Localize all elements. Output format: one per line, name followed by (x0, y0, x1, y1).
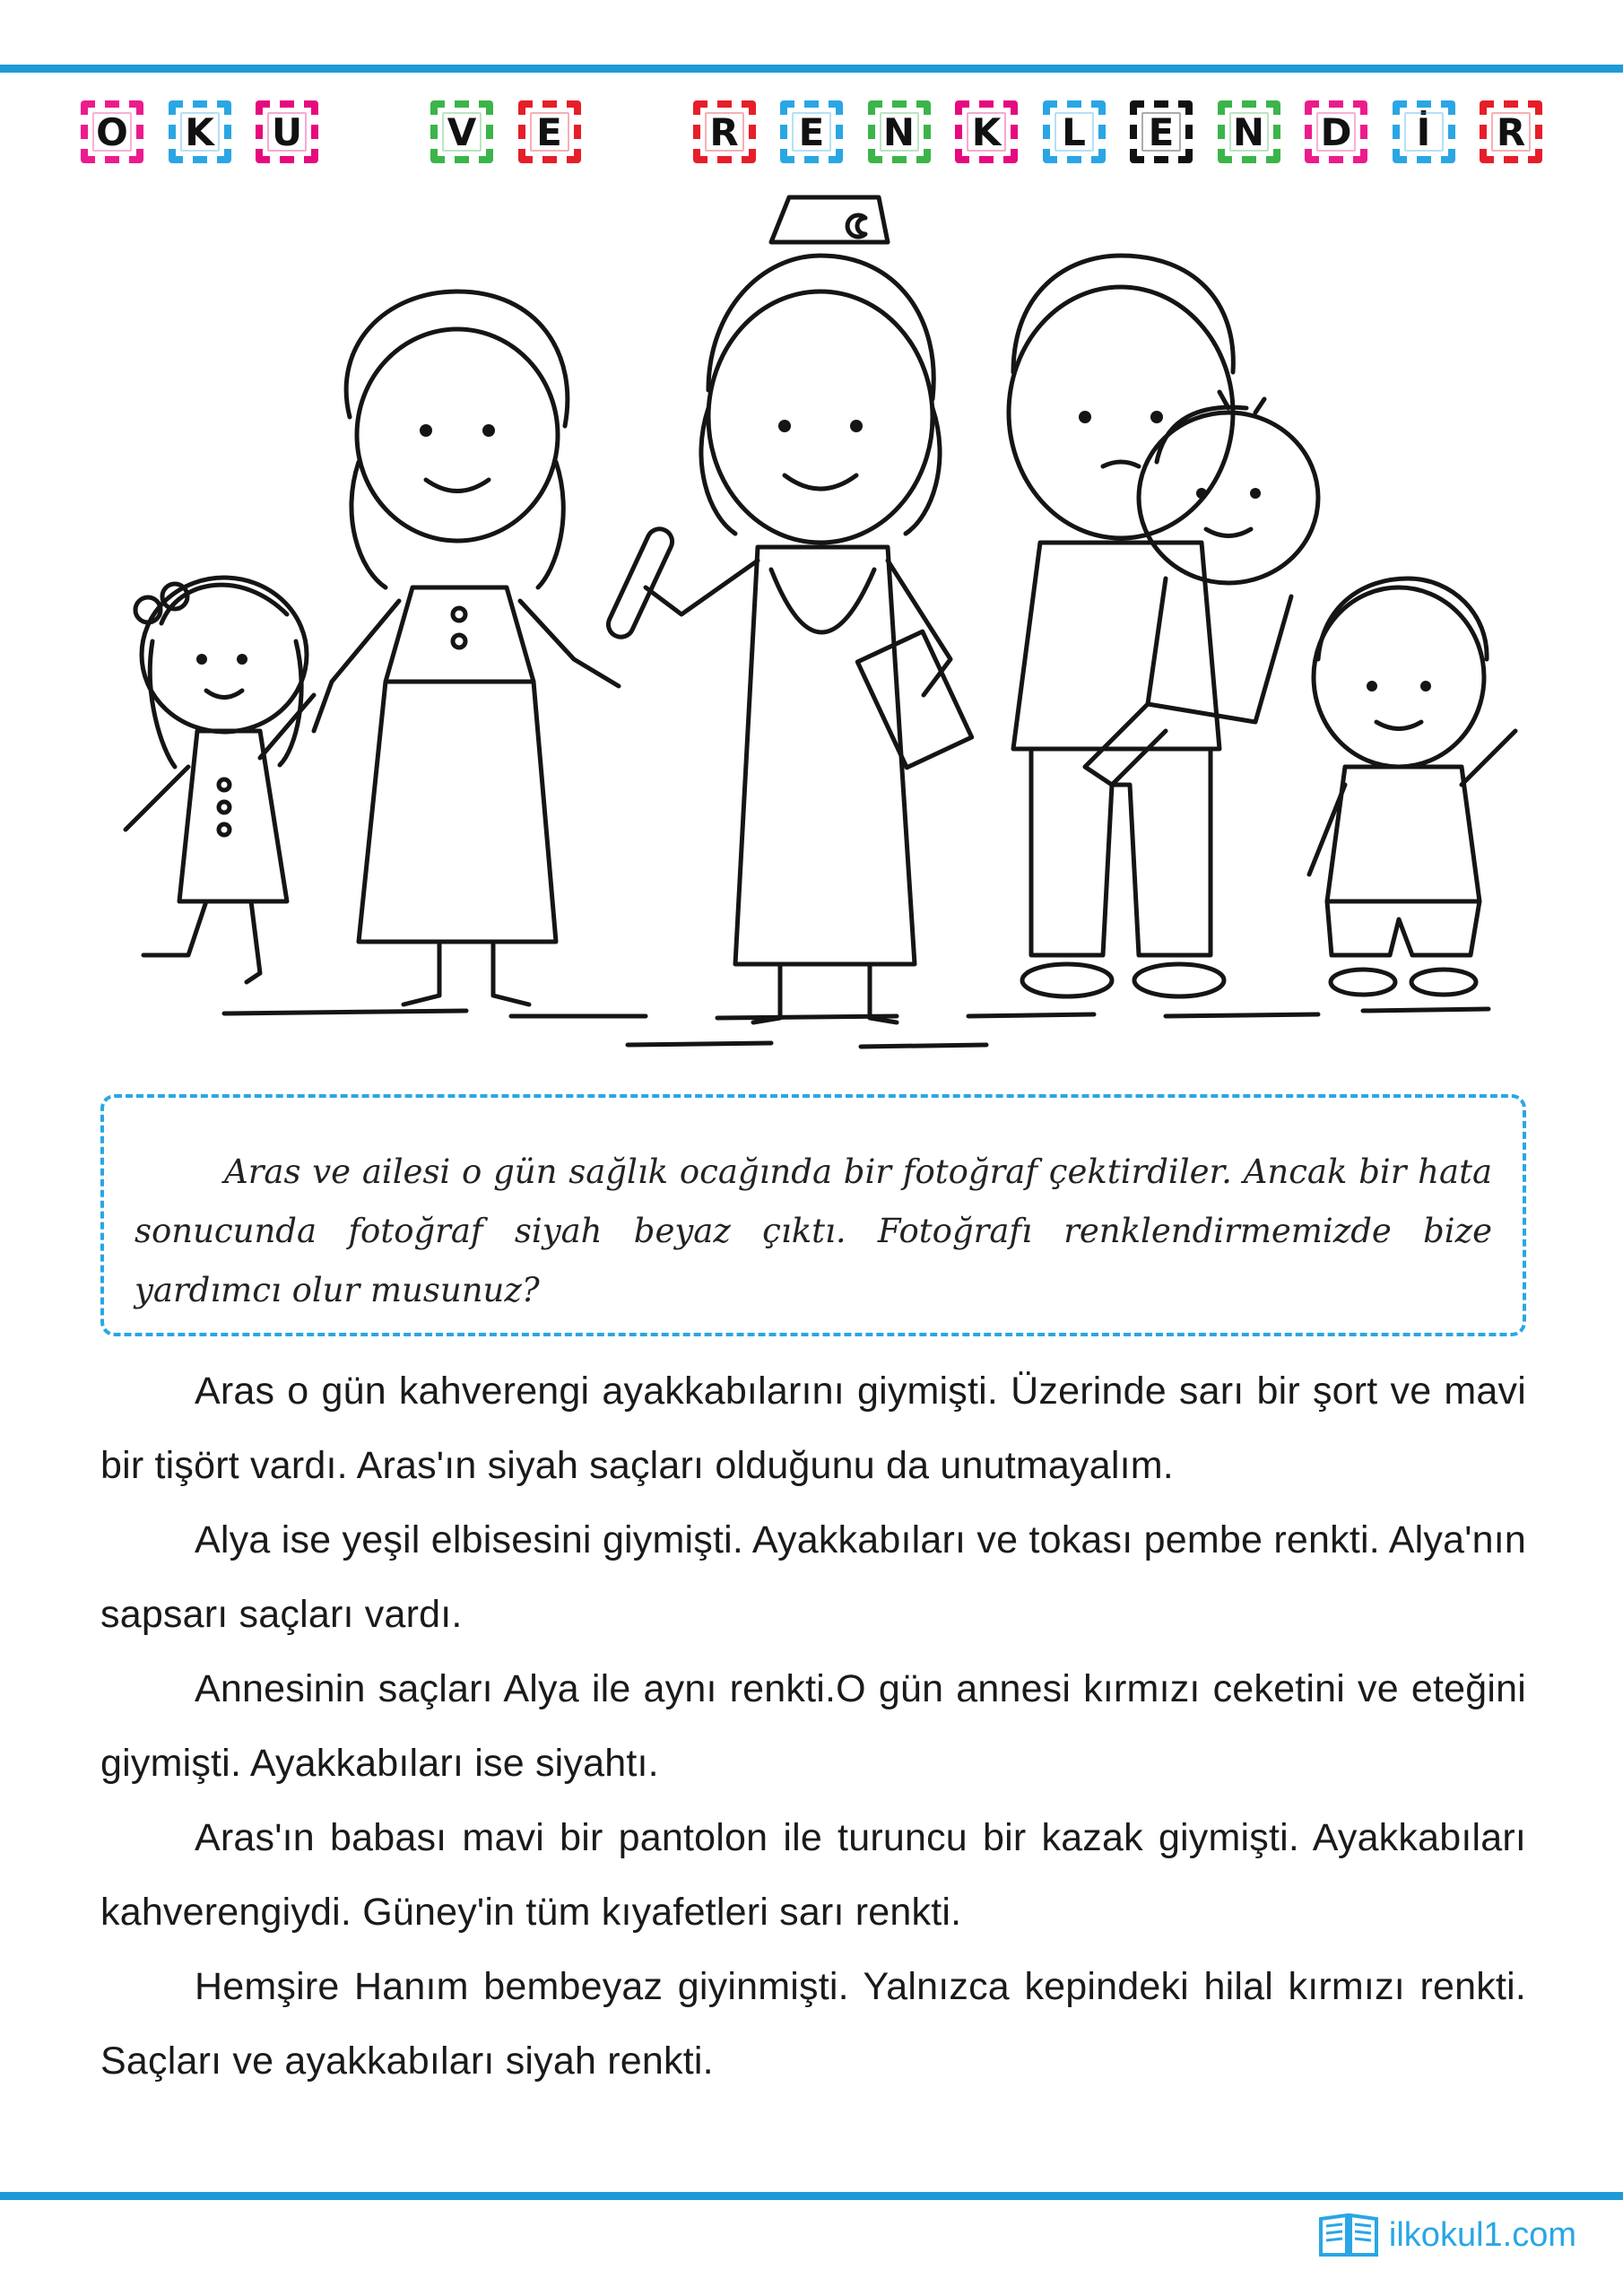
title-letter: U (271, 109, 303, 154)
book-icon (1317, 2212, 1380, 2258)
title-letter: V (447, 109, 477, 154)
title-letter-tile (1043, 100, 1106, 163)
title-letter-tile (780, 100, 843, 163)
father-figure (1009, 256, 1233, 996)
reading-text (100, 1354, 1526, 2099)
title-letter-tile (868, 100, 931, 163)
title-spacer (605, 100, 668, 163)
title-letter: R (1496, 109, 1526, 154)
title-letter: R (709, 109, 739, 154)
site-logo (1317, 2212, 1576, 2258)
title-letter: E (536, 109, 562, 154)
title-letter: L (1062, 109, 1086, 154)
family-illustration (90, 193, 1533, 1054)
title-letter: D (1320, 109, 1352, 154)
reading-paragraph: Alya ise yeşil elbisesini giymişti. Ayakkabıları ve tokası pembe renkti. Alya'nın sapsarı saçları vardı. (100, 1518, 1526, 1636)
title-letter: O (96, 109, 128, 154)
title-letter-tile (1218, 100, 1280, 163)
title-letter-tile (518, 100, 581, 163)
reading-paragraph: Annesinin saçları Alya ile aynı renkti.O gün annesi kırmızı ceketini ve eteğini giymişti. Ayakkabıları ise siyahtı. (100, 1667, 1526, 1785)
title-letter: N (882, 109, 916, 154)
title-letter-tile (256, 100, 318, 163)
baby-figure (1085, 392, 1318, 785)
coloring-figures (90, 193, 1533, 1054)
reading-paragraph: Aras'ın babası mavi bir pantolon ile turuncu bir kazak giymişti. Ayakkabıları kahverengiydi. Güney'in tüm kıyafetleri sarı renkti. (100, 1816, 1526, 1934)
girl-figure (126, 578, 314, 982)
mother-figure (314, 291, 619, 1004)
top-rule (0, 65, 1623, 73)
title-spacer (343, 100, 406, 163)
title-letter: K (185, 109, 214, 154)
reading-paragraph: Hemşire Hanım bembeyaz giyinmişti. Yalnızca kepindeki hilal kırmızı renkti. Saçları ve ayakkabıları siyah renkti. (100, 1965, 1526, 2083)
title-letter-tile (693, 100, 756, 163)
title-letter: N (1232, 109, 1265, 154)
reading-paragraph: Aras o gün kahverengi ayakkabılarını giymişti. Üzerinde sarı bir şort ve mavi bir tişört vardı. Aras'ın siyah saçları olduğunu da unutmayalım. (100, 1370, 1526, 1487)
title-letter-tile (1130, 100, 1193, 163)
ground-lines (224, 1009, 1488, 1047)
title-letter-tile (430, 100, 493, 163)
title-letter-tile (1305, 100, 1367, 163)
bottom-rule (0, 2192, 1623, 2200)
story-box (100, 1094, 1526, 1336)
title-letter: K (971, 109, 1002, 154)
title-letter: E (1148, 109, 1175, 154)
title-letter: İ (1416, 109, 1431, 154)
page-title (81, 100, 1542, 174)
title-letter: E (798, 109, 825, 154)
boy-figure (1309, 578, 1515, 995)
title-letter-tile (1393, 100, 1455, 163)
logo-text: ilkokul1.com (1388, 2215, 1576, 2254)
title-letter-tile (169, 100, 231, 163)
nurse-figure (604, 197, 972, 1022)
story-text: Aras ve ailesi o gün sağlık ocağında bir fotoğraf çektirdiler. Ancak bir hata sonucunda fotoğraf siyah beyaz çıktı. Fotoğrafı renklendirmemizde bize yardımcı olur musunuz? (135, 1152, 1492, 1309)
title-letter-tile (955, 100, 1018, 163)
title-letter-tile (1480, 100, 1542, 163)
title-letter-tile (81, 100, 143, 163)
